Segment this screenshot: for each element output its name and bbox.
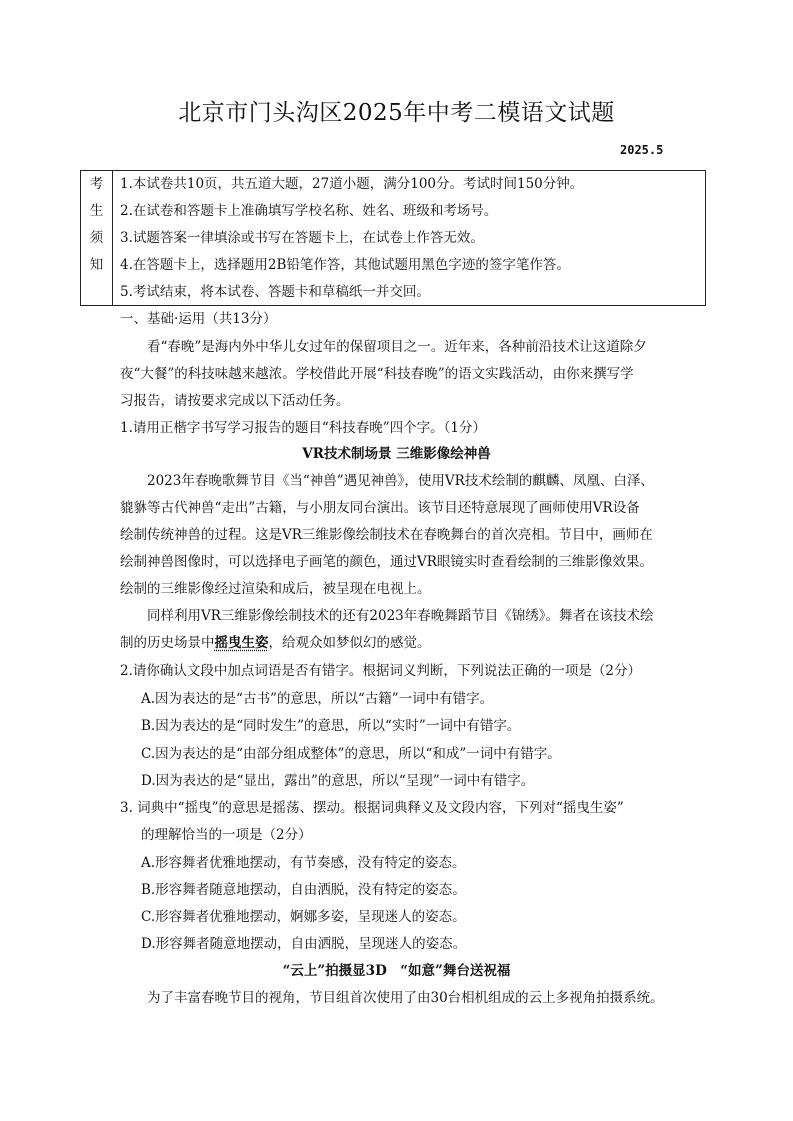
notice-label-char: 须: [89, 230, 104, 246]
intro-line: 看“春晚”是海内外中华儿女过年的保留项目之一。近年来，各种前沿技术让这道除夕: [147, 339, 647, 355]
passage-line: 貔貅等古代神兽“走出”古籍，与小朋友同台演出。该节目还特意展现了画师使用VR设备: [120, 500, 640, 516]
q3-option-c: C.形容舞者优雅地摆动，婀娜多姿，呈现迷人的姿态。: [141, 909, 466, 925]
question-3-cont: 的理解恰当的一项是（2分）: [141, 827, 312, 843]
passage-line: 绘制传统神兽的过程。这是VR三维影像绘制技术在春晚舞台的首次亮相。节目中，画师在: [120, 527, 653, 543]
notice-label-char: 知: [89, 257, 104, 273]
exam-notice-box: [80, 170, 706, 306]
q2-option-a: A.因为表达的是“古书”的意思，所以“古籍”一词中有错字。: [141, 691, 494, 707]
q2-option-c: C.因为表达的是“由部分组成整体”的意思，所以“和成”一词中有错字。: [141, 746, 561, 762]
subheading-vr: VR技术制场景 三维影像绘神兽: [302, 446, 491, 462]
passage-line: 同样利用VR三维影像绘制技术的还有2023年春晚舞蹈节目《锦绣》。舞者在该技术绘: [147, 608, 654, 624]
passage-line: 2023年春晚歌舞节目《当“神兽”遇见神兽》，使用VR技术绘制的麒麟、凤凰、白泽、: [147, 473, 654, 489]
passage-line: 为了丰富春晚节目的视角，节目组首次使用了由30台相机组成的云上多视角拍摄系统。: [147, 990, 664, 1006]
notice-item: 4.在答题卡上，选择题用2B铅笔作答，其他试题用黑色字迹的签字笔作答。: [120, 257, 570, 273]
notice-items: [113, 171, 705, 305]
notice-label: [81, 171, 113, 305]
passage-line: 绘制的三维影像经过渲染和成后，被呈现在电视上。: [120, 581, 431, 597]
passage-line: [120, 633, 431, 653]
section-heading: 一、基础·运用（共13分）: [120, 311, 277, 327]
passage-text: 制的历史场景中: [120, 635, 215, 651]
subheading-cloud: “云上”拍摄显3D “如意”舞台送祝福: [282, 963, 511, 979]
exam-date: 2025.5: [620, 143, 664, 157]
notice-item: 3.试题答案一律填涂或书写在答题卡上，在试卷上作答无效。: [120, 230, 484, 246]
notice-label-char: 考: [89, 176, 104, 192]
intro-line: 夜“大餐”的科技味越来越浓。学校借此开展“科技春晚”的语文实践活动，由你来撰写学: [120, 366, 634, 382]
q3-option-a: A.形容舞者优雅地摆动，有节奏感，没有特定的姿态。: [141, 855, 466, 871]
question-3: 3. 词典中“摇曳”的意思是摇荡、摆动。根据词典释义及文段内容，下列对“摇曳生姿”: [120, 800, 624, 816]
question-2: 2.请你确认文段中加点词语是否有错字。根据词义判断，下列说法正确的一项是（2分）: [120, 663, 641, 679]
question-1: 1.请用正楷字书写学习报告的题目“科技春晚”四个字。（1分）: [120, 420, 487, 436]
notice-item: 2.在试卷和答题卡上准确填写学校名称、姓名、班级和考场号。: [120, 203, 498, 219]
exam-title: 北京市门头沟区2025年中考二模语文试题: [178, 100, 615, 126]
dotted-phrase: 摇曳生姿: [214, 635, 269, 651]
notice-item: 1.本试卷共10页，共五道大题，27道小题，满分100分。考试时间150分钟。: [120, 176, 584, 192]
passage-line: 绘制神兽图像时，可以选择电子画笔的颜色，通过VR眼镜实时查看绘制的三维影像效果。: [120, 554, 653, 570]
q3-option-d: D.形容舞者随意地摆动，自由洒脱，呈现迷人的姿态。: [141, 936, 467, 952]
q3-option-b: B.形容舞者随意地摆动，自由洒脱，没有特定的姿态。: [141, 882, 466, 898]
q2-option-d: D.因为表达的是“显出，露出”的意思，所以“呈现”一词中有错字。: [141, 773, 535, 789]
passage-text: ，给观众如梦似幻的感觉。: [268, 635, 431, 651]
notice-label-char: 生: [89, 203, 104, 219]
q2-option-b: B.因为表达的是“同时发生”的意思，所以“实时”一词中有错字。: [141, 718, 521, 734]
intro-line: 习报告，请按要求完成以下活动任务。: [120, 393, 350, 409]
notice-item: 5.考试结束，将本试卷、答题卡和草稿纸一并交回。: [120, 284, 430, 300]
